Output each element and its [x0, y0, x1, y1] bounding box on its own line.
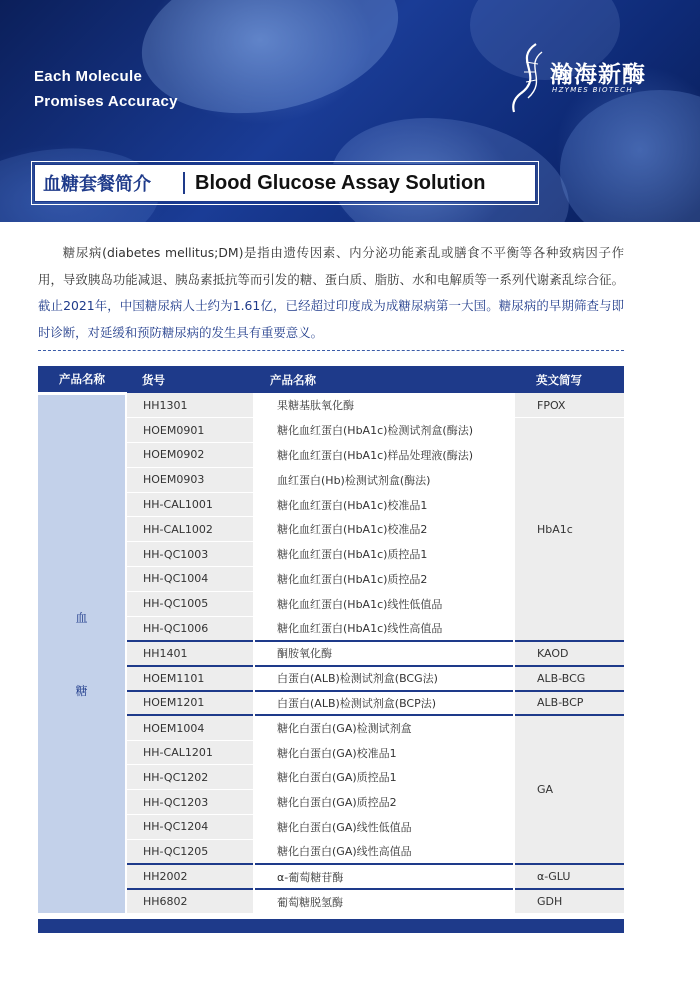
product-abbr: α-GLU [514, 864, 624, 889]
header-product-name: 产品名称 [254, 366, 514, 393]
product-name: 糖化白蛋白(GA)线性低值品 [254, 815, 514, 840]
table-row [38, 864, 624, 889]
product-name: 糖化血红蛋白(HbA1c)线性低值品 [254, 591, 514, 616]
hero-banner [0, 0, 700, 222]
product-name: 糖化白蛋白(GA)质控品1 [254, 765, 514, 790]
product-name: 糖化白蛋白(GA)质控品2 [254, 790, 514, 815]
product-name: 血红蛋白(Hb)检测试剂盒(酶法) [254, 467, 514, 492]
product-table [38, 366, 624, 914]
header-code: 货号 [126, 366, 254, 393]
product-name: α-葡萄糖苷酶 [254, 864, 514, 889]
product-code: HOEM0902 [126, 443, 254, 468]
product-abbr: ALB-BCP [514, 691, 624, 716]
helix-logo-icon [506, 42, 550, 114]
product-code: HH6802 [126, 889, 254, 914]
product-name: 白蛋白(ALB)检测试剂盒(BCP法) [254, 691, 514, 716]
slogan-line-1: Each Molecule [34, 68, 143, 85]
brand-name-cn: 瀚海新酶 [550, 62, 646, 88]
product-abbr: ALB-BCG [514, 666, 624, 691]
product-code: HH-CAL1001 [126, 492, 254, 517]
product-name: 糖化白蛋白(GA)校准品1 [254, 740, 514, 765]
product-name: 糖化血红蛋白(HbA1c)校准品2 [254, 517, 514, 542]
product-code: HH-QC1004 [126, 567, 254, 592]
slogan [34, 64, 178, 114]
category-char: 血 [75, 610, 88, 625]
category-cell [38, 393, 126, 914]
product-code: HOEM1101 [126, 666, 254, 691]
product-code: HOEM0901 [126, 418, 254, 443]
product-code: HH2002 [126, 864, 254, 889]
product-name: 酮胺氧化酶 [254, 641, 514, 666]
product-code: HH-QC1205 [126, 839, 254, 864]
header-category: 产品名称 [38, 366, 126, 393]
table-row [38, 393, 624, 418]
product-name: 糖化血红蛋白(HbA1c)样品处理液(酶法) [254, 443, 514, 468]
table-row [38, 641, 624, 666]
product-code: HH-QC1203 [126, 790, 254, 815]
product-name: 糖化白蛋白(GA)检测试剂盒 [254, 715, 514, 740]
section-title-en: Blood Glucose Assay Solution [195, 171, 486, 194]
product-abbr: FPOX [514, 393, 624, 418]
product-code: HOEM1201 [126, 691, 254, 716]
section-title [34, 164, 536, 202]
product-abbr: GDH [514, 889, 624, 914]
product-code: HH-QC1202 [126, 765, 254, 790]
product-name: 糖化血红蛋白(HbA1c)质控品1 [254, 542, 514, 567]
brand-name-en: HZYMES BIOTECH [552, 86, 633, 94]
product-code: HH-QC1204 [126, 815, 254, 840]
brand-logo [506, 42, 646, 114]
product-name: 糖化血红蛋白(HbA1c)校准品1 [254, 492, 514, 517]
intro-paragraph [38, 240, 624, 346]
product-code: HH1401 [126, 641, 254, 666]
product-name: 糖化血红蛋白(HbA1c)检测试剂盒(酶法) [254, 418, 514, 443]
table-footer-bar [38, 919, 624, 933]
product-abbr: GA [514, 715, 624, 864]
table-row [38, 889, 624, 914]
product-abbr: KAOD [514, 641, 624, 666]
dashed-divider [38, 350, 624, 351]
product-code: HH-QC1005 [126, 591, 254, 616]
table-row [38, 715, 624, 740]
header-abbreviation: 英文简写 [514, 366, 624, 393]
product-code: HH-CAL1201 [126, 740, 254, 765]
intro-text: 糖尿病(diabetes mellitus;DM)是指由遗传因素、内分泌功能紊乱或膳食不平衡等各种致病因子作用，导致胰岛功能减退、胰岛素抵抗等而引发的糖、蛋白质、脂肪、水和电解质等一系列代谢紊乱综合征。 [38, 245, 624, 287]
molecule-blob [320, 100, 581, 222]
section-title-cn: 血糖套餐简介 [43, 174, 151, 195]
product-name: 糖化血红蛋白(HbA1c)质控品2 [254, 567, 514, 592]
product-code: HH-CAL1002 [126, 517, 254, 542]
product-name: 果糖基肽氧化酶 [254, 393, 514, 418]
slogan-line-2: Promises Accuracy [34, 93, 178, 110]
table-row [38, 666, 624, 691]
table-row [38, 691, 624, 716]
product-code: HH-QC1003 [126, 542, 254, 567]
product-name: 白蛋白(ALB)检测试剂盒(BCG法) [254, 666, 514, 691]
intro-highlight: 截止2021年，中国糖尿病人士约为1.61亿，已经超过印度成为成糖尿病第一大国。糖尿病的早期筛查与即时诊断，对延缓和预防糖尿病的发生具有重要意义。 [38, 298, 624, 340]
product-abbr: HbA1c [514, 418, 624, 641]
product-code: HH1301 [126, 393, 254, 418]
product-code: HOEM1004 [126, 715, 254, 740]
product-code: HOEM0903 [126, 467, 254, 492]
product-name: 葡萄糖脱氢酶 [254, 889, 514, 914]
product-code: HH-QC1006 [126, 616, 254, 641]
product-name: 糖化血红蛋白(HbA1c)线性高值品 [254, 616, 514, 641]
title-divider [183, 172, 185, 194]
category-char: 糖 [75, 683, 88, 698]
table-row [38, 418, 624, 443]
table-header-row [38, 366, 624, 393]
product-name: 糖化白蛋白(GA)线性高值品 [254, 839, 514, 864]
